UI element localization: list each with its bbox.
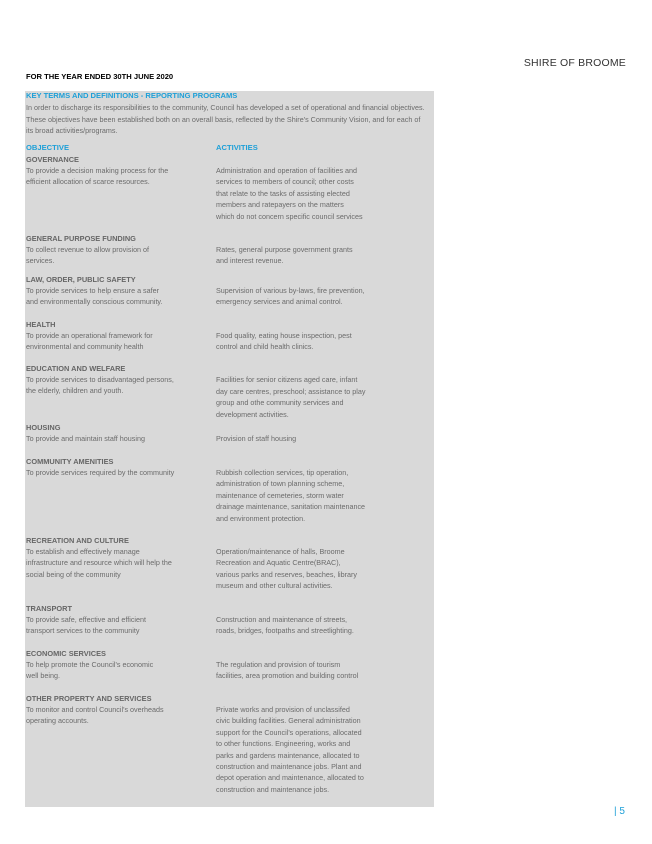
- program-title: ECONOMIC SERVICES: [26, 649, 106, 658]
- program-title: GOVERNANCE: [26, 155, 79, 164]
- program-activities: Facilities for senior citizens aged care, infant day care centres, preschool; assistance to play group and othe community services and development activities.: [216, 375, 366, 419]
- program-governance: [26, 154, 426, 221]
- program-activities: Operation/maintenance of halls, Broome Recreation and Aquatic Centre(BRAC), various parks and reserves, beaches, library museum and other cultural activities.: [216, 547, 358, 591]
- section-title: KEY TERMS AND DEFINITIONS - REPORTING PROGRAMS: [26, 91, 238, 100]
- program-activities: Rubbish collection services, tip operation, administration of town planning scheme, maintenance of cemeteries, storm water drainage maintenance, sanitation maintenance and environment protection.: [216, 468, 366, 523]
- program-housing: [26, 422, 426, 443]
- program-objective: To help promote the Council's economic well being.: [26, 660, 154, 681]
- section-intro: In order to discharge its responsibilities to the community, Council has developed a set of operational and financial objectives. These objectives have been established both on an overall basis, reflected by the Shire's Community Vision, and for each of its broad activities/programs.: [26, 103, 425, 135]
- program-objective: To provide safe, effective and efficient transport services to the community: [26, 615, 146, 636]
- program-general-purpose-funding: [26, 233, 426, 266]
- program-title: RECREATION AND CULTURE: [26, 536, 129, 545]
- program-transport: [26, 603, 426, 636]
- objective-column-header: OBJECTIVE: [26, 143, 70, 152]
- program-education-and-welfare: [26, 363, 426, 419]
- program-activities: Private works and provision of unclassifed civic building facilities. General administration support for the Council's operations, allocated to other functions. Engineering, works and parks and gardens maintenance, allocated to construction and maintenance jobs. Plant and depot operation and maintenance, allocated to construction and maintenance jobs.: [216, 705, 364, 794]
- program-objective: To provide services to help ensure a safer and environmentally conscious community.: [26, 286, 163, 307]
- page-number: | 5: [614, 806, 625, 817]
- program-activities: Rates, general purpose government grants and interest revenue.: [216, 245, 353, 266]
- program-activities: Provision of staff housing: [216, 434, 297, 443]
- program-economic-services: [26, 648, 426, 681]
- report-period-title: FOR THE YEAR ENDED 30TH JUNE 2020: [26, 72, 174, 81]
- activities-column-header: ACTIVITIES: [216, 143, 258, 152]
- program-activities: Administration and operation of facilities and services to members of council; other costs that relate to the tasks of assisting elected members and ratepayers on the matters which do not concern specific council services: [216, 166, 363, 221]
- program-objective: To collect revenue to allow provision of services.: [26, 245, 150, 266]
- program-other-property-and-services: [26, 693, 426, 794]
- program-objective: To provide a decision making process for the efficient allocation of scarce resources.: [26, 166, 169, 187]
- program-objective: To provide services required by the community: [26, 468, 175, 477]
- program-activities: Food quality, eating house inspection, pest control and child health clinics.: [216, 331, 352, 352]
- program-title: LAW, ORDER, PUBLIC SAFETY: [26, 275, 136, 284]
- program-activities: Construction and maintenance of streets, roads, bridges, footpaths and streetlighting.: [216, 615, 354, 636]
- program-objective: To monitor and control Council's overheads operating accounts.: [26, 705, 164, 726]
- program-recreation-and-culture: [26, 535, 426, 591]
- program-activities: Supervision of various by-laws, fire prevention, emergency services and animal control.: [216, 286, 365, 307]
- program-title: EDUCATION AND WELFARE: [26, 364, 126, 373]
- program-title: OTHER PROPERTY AND SERVICES: [26, 694, 152, 703]
- program-objective: To provide an operational framework for environmental and community health: [26, 331, 153, 352]
- program-law-order-public-safety: [26, 274, 426, 307]
- program-title: GENERAL PURPOSE FUNDING: [26, 234, 136, 243]
- organisation-name: SHIRE OF BROOME: [523, 57, 626, 69]
- program-community-amenities: [26, 456, 426, 523]
- program-title: HOUSING: [26, 423, 61, 432]
- program-objective: To provide services to disadvantaged persons, the elderly, children and youth.: [26, 375, 174, 396]
- program-title: TRANSPORT: [26, 604, 72, 613]
- program-health: [26, 319, 426, 352]
- program-objective: To establish and effectively manage infrastructure and resource which will help the social being of the community: [26, 547, 172, 579]
- program-title: HEALTH: [26, 320, 56, 329]
- program-activities: The regulation and provision of tourism facilities, area promotion and building control: [216, 660, 359, 681]
- program-title: COMMUNITY AMENITIES: [26, 457, 114, 466]
- program-objective: To provide and maintain staff housing: [26, 434, 145, 443]
